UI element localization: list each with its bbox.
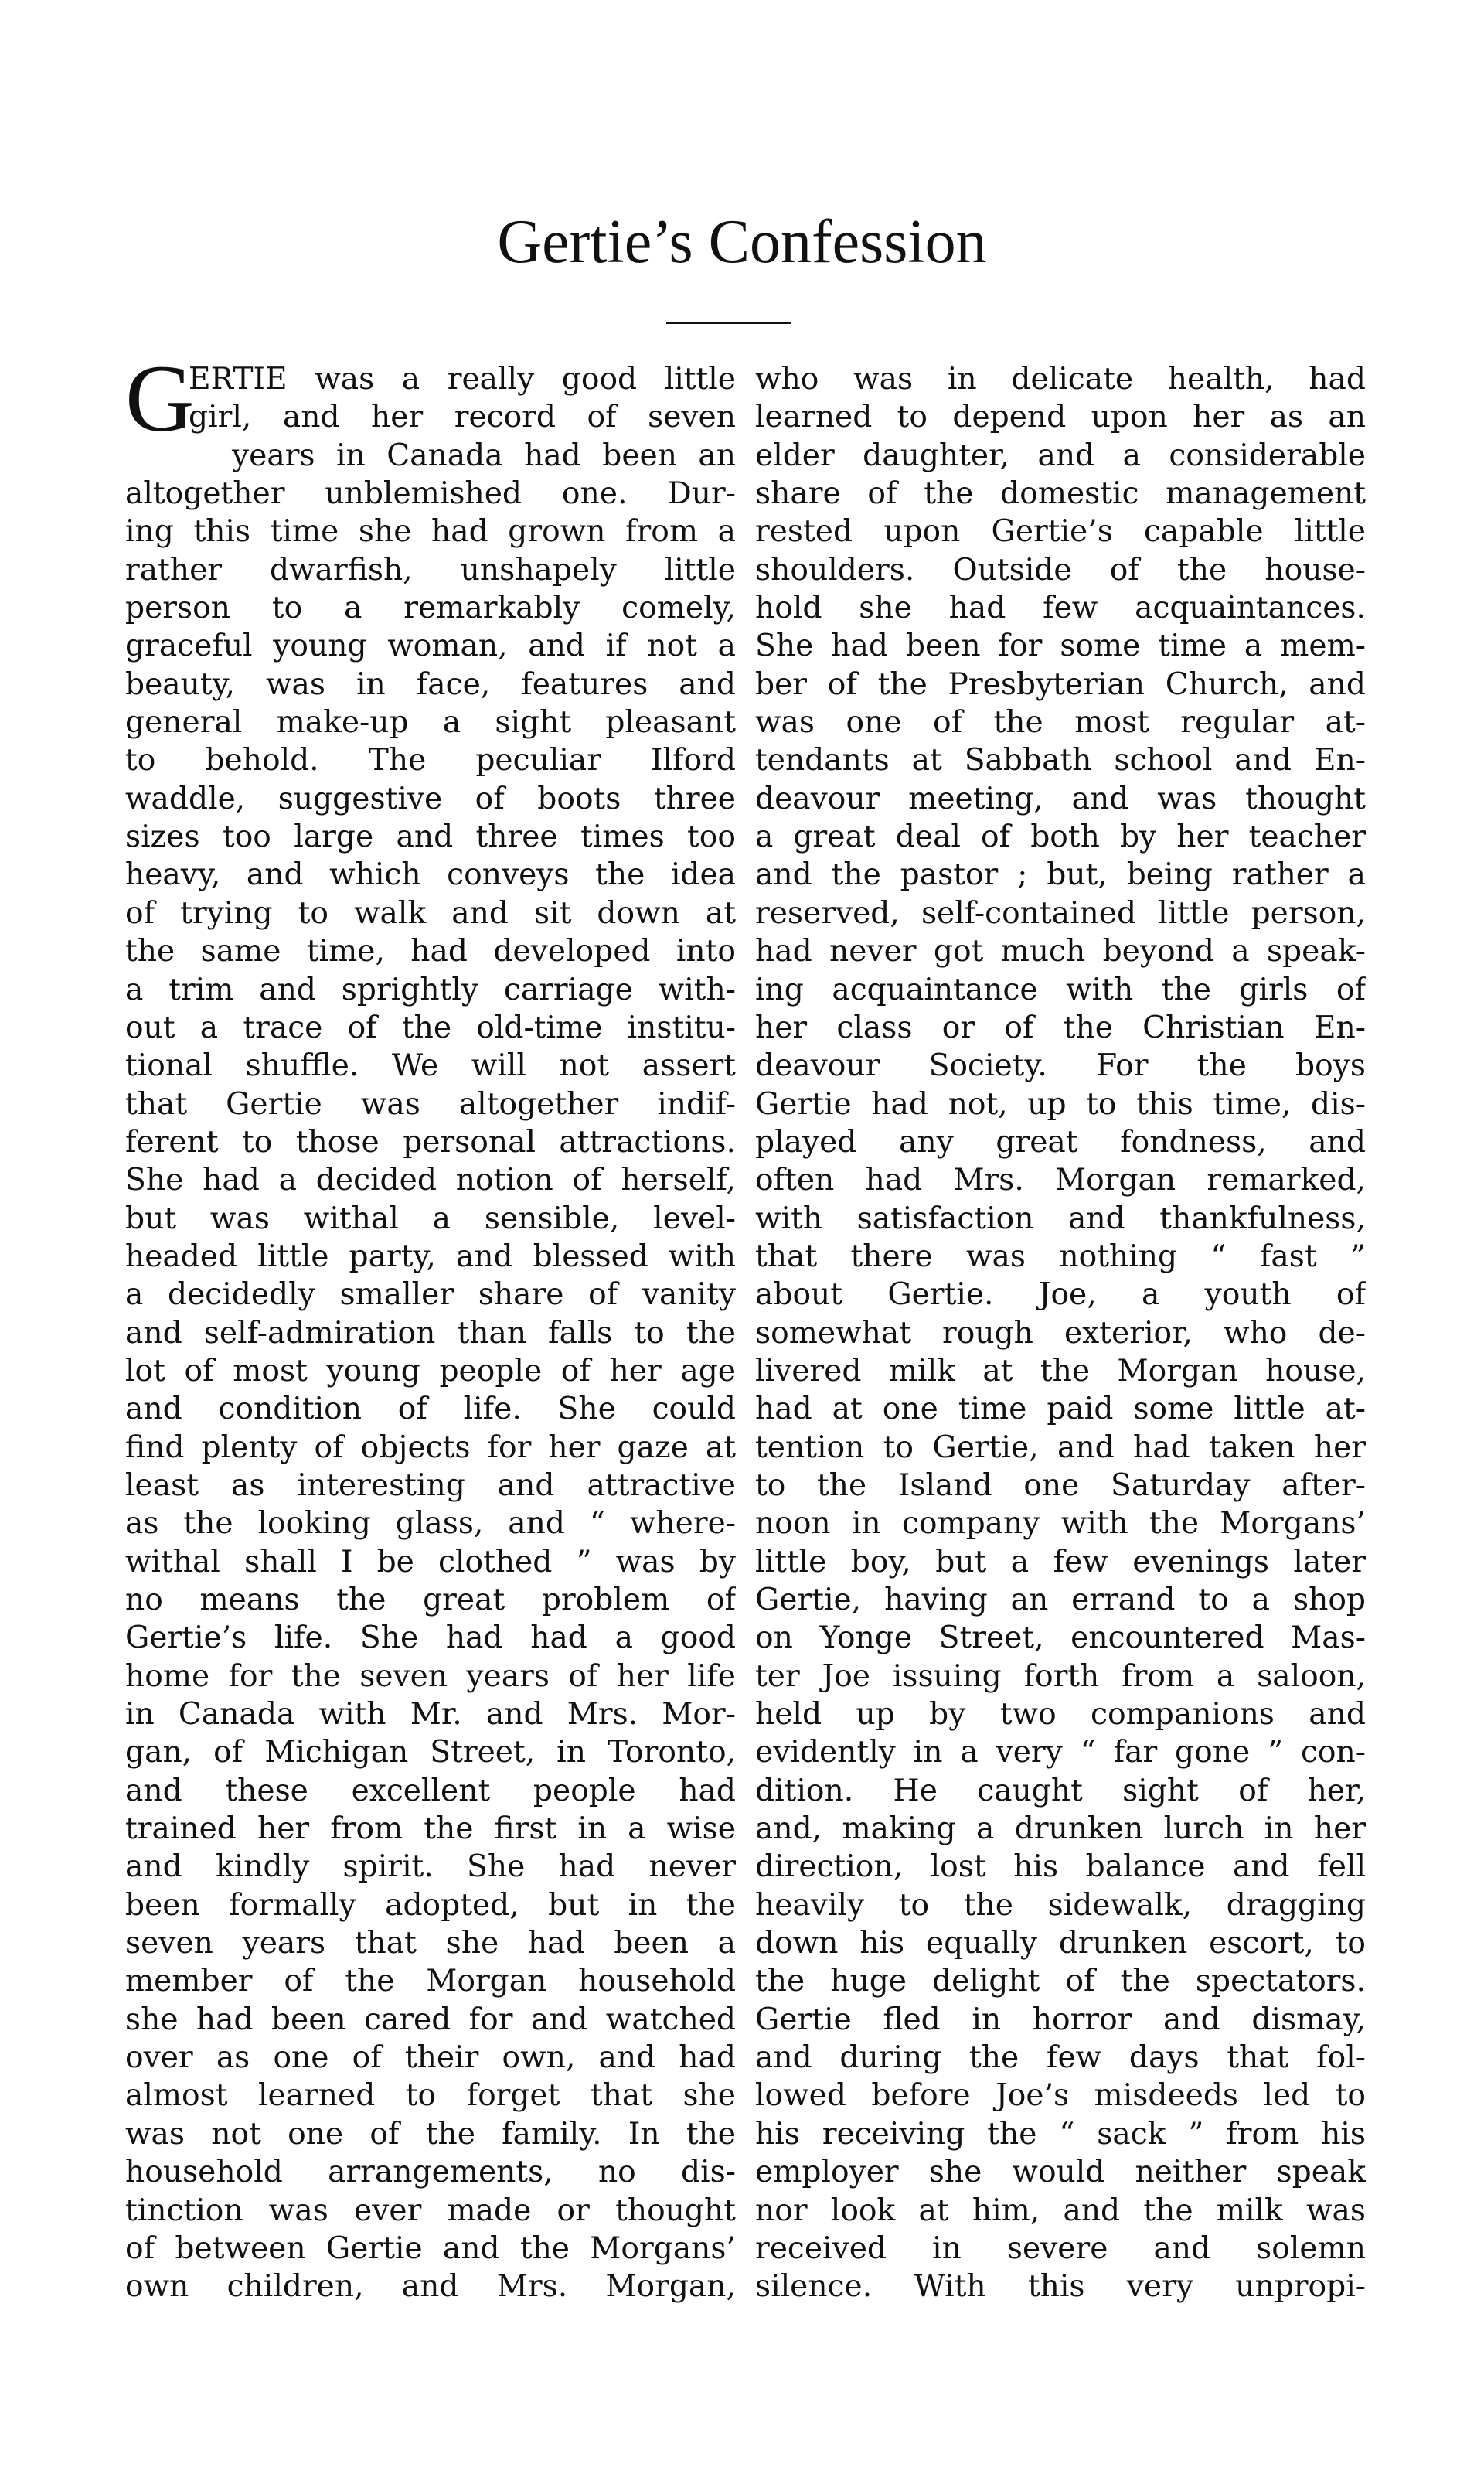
text-line: ber of the Presbyterian Church, and	[755, 666, 1366, 702]
right-column	[755, 360, 1366, 2306]
text-line: and, making a drunken lurch in her	[755, 1811, 1366, 1847]
text-line: household arrangements, no dis-	[125, 2155, 736, 2190]
text-line: She had been for some time a mem-	[755, 629, 1366, 664]
text-line: girl, and her record of seven	[189, 400, 736, 435]
text-line: tention to Gertie, and had taken her	[755, 1429, 1366, 1465]
text-line: ERTIE was a really good little	[189, 362, 736, 397]
text-line: received in severe and solemn	[755, 2230, 1366, 2266]
text-line: years in Canada had been an	[232, 438, 736, 473]
text-line: had at one time paid some little at-	[755, 1392, 1366, 1427]
text-line: in Canada with Mr. and Mrs. Mor-	[125, 1697, 736, 1733]
text-line: reserved, self-contained little person,	[755, 895, 1366, 931]
drop-cap: G	[125, 346, 195, 451]
text-line: waddle, suggestive of boots three	[125, 781, 736, 816]
text-line: on Yonge Street, encountered Mas-	[755, 1620, 1366, 1656]
text-line: and condition of life. She could	[125, 1392, 736, 1427]
text-line: of trying to walk and sit down at	[125, 895, 736, 931]
text-line: member of the Morgan household	[125, 1964, 736, 1999]
text-line: rested upon Gertie’s capable little	[755, 514, 1366, 550]
text-line: headed little party, and blessed with	[125, 1239, 736, 1274]
text-line: seven years that she had been a	[125, 1926, 736, 1961]
text-line: no means the great problem of	[125, 1583, 736, 1617]
text-line: silence. With this very unpropi-	[755, 2269, 1366, 2305]
text-line: heavy, and which conveys the idea	[125, 857, 736, 893]
text-line: Gertie, having an errand to a shop	[755, 1583, 1366, 1617]
text-line: person to a remarkably comely,	[125, 591, 736, 626]
text-line: to behold. The peculiar Ilford	[125, 743, 736, 779]
text-line: often had Mrs. Morgan remarked,	[755, 1163, 1366, 1198]
text-line: lowed before Joe’s misdeeds led to	[755, 2078, 1366, 2114]
text-line: shoulders. Outside of the house-	[755, 552, 1366, 588]
text-line: hold she had few acquaintances.	[755, 591, 1366, 626]
text-line: ing acquaintance with the girls of	[755, 972, 1366, 1007]
text-line: tinction was ever made or thought	[125, 2193, 736, 2228]
article-title: Gertie’s Confession	[497, 208, 987, 276]
text-line: heavily to the sidewalk, dragging	[755, 1887, 1366, 1923]
text-line: own children, and Mrs. Morgan,	[125, 2269, 736, 2305]
text-line: livered milk at the Morgan house,	[755, 1353, 1366, 1389]
text-line: little boy, but a few evenings later	[755, 1544, 1366, 1579]
text-line: Gertie fled in horror and dismay,	[755, 2002, 1366, 2037]
text-line: general make-up a sight pleasant	[125, 705, 736, 741]
text-line: down his equally drunken escort, to	[755, 1926, 1366, 1961]
text-line: rather dwarfish, unshapely little	[125, 552, 736, 588]
text-line: tional shuffle. We will not assert	[125, 1048, 736, 1084]
text-line: that Gertie was altogether indif-	[125, 1086, 736, 1122]
text-line: nor look at him, and the milk was	[755, 2193, 1366, 2228]
text-line: a great deal of both by her teacher	[755, 819, 1366, 855]
text-line: direction, lost his balance and fell	[755, 1849, 1366, 1885]
text-line: and these excellent people had	[125, 1773, 736, 1808]
text-line: share of the domestic management	[755, 476, 1366, 512]
text-line: withal shall I be clothed ” was by	[125, 1544, 736, 1579]
text-line: altogether unblemished one. Dur-	[125, 476, 736, 512]
text-line: who was in delicate health, had	[755, 362, 1366, 397]
text-line: graceful young woman, and if not a	[125, 629, 736, 664]
text-line: beauty, was in face, features and	[125, 666, 736, 702]
text-line: her class or of the Christian En-	[755, 1010, 1366, 1045]
text-line: ter Joe issuing forth from a saloon,	[755, 1658, 1366, 1694]
text-line: deavour Society. For the boys	[755, 1048, 1366, 1084]
text-line: dition. He caught sight of her,	[755, 1773, 1366, 1808]
text-line: the same time, had developed into	[125, 934, 736, 969]
text-line: that there was nothing “ fast ”	[755, 1239, 1366, 1274]
text-line: played any great fondness, and	[755, 1124, 1366, 1160]
text-line: almost learned to forget that she	[125, 2078, 736, 2114]
text-line: the huge delight of the spectators.	[755, 1964, 1366, 1999]
text-line: but was withal a sensible, level-	[125, 1201, 736, 1236]
text-line: she had been cared for and watched	[125, 2002, 736, 2037]
text-line: and kindly spirit. She had never	[125, 1849, 736, 1885]
text-line: of between Gertie and the Morgans’	[125, 2230, 736, 2266]
text-line: home for the seven years of her life	[125, 1658, 736, 1694]
text-line: and during the few days that fol-	[755, 2040, 1366, 2076]
left-column	[125, 346, 736, 2306]
text-line: his receiving the “ sack ” from his	[755, 2116, 1366, 2152]
text-line: learned to depend upon her as an	[755, 400, 1366, 435]
text-line: a decidedly smaller share of vanity	[125, 1277, 736, 1313]
text-line: been formally adopted, but in the	[125, 1887, 736, 1923]
text-line: was not one of the family. In the	[125, 2116, 736, 2152]
text-line: with satisfaction and thankfulness,	[755, 1201, 1366, 1236]
text-line: a trim and sprightly carriage with-	[125, 972, 736, 1007]
text-line: and the pastor ; but, being rather a	[755, 857, 1366, 893]
text-line: as the looking glass, and “ where-	[125, 1506, 736, 1542]
text-line: evidently in a very “ far gone ” con-	[755, 1735, 1366, 1770]
text-line: employer she would neither speak	[755, 2155, 1366, 2190]
text-line: somewhat rough exterior, who de-	[755, 1315, 1366, 1351]
text-line: about Gertie. Joe, a youth of	[755, 1277, 1366, 1313]
text-line: elder daughter, and a considerable	[755, 438, 1366, 473]
text-line: over as one of their own, and had	[125, 2040, 736, 2076]
title-divider	[666, 322, 791, 324]
text-line: to the Island one Saturday after-	[755, 1467, 1366, 1503]
text-line: and self-admiration than falls to the	[125, 1315, 736, 1351]
text-line: ferent to those personal attractions.	[125, 1124, 736, 1160]
text-line: held up by two companions and	[755, 1697, 1366, 1733]
text-line: Gertie’s life. She had had a good	[125, 1620, 736, 1656]
text-line: find plenty of objects for her gaze at	[125, 1429, 736, 1465]
text-line: Gertie had not, up to this time, dis-	[755, 1086, 1366, 1122]
text-line: ing this time she had grown from a	[125, 514, 736, 550]
text-line: tendants at Sabbath school and En-	[755, 743, 1366, 779]
text-line: She had a decided notion of herself,	[125, 1163, 736, 1198]
text-line: gan, of Michigan Street, in Toronto,	[125, 1735, 736, 1770]
text-line: sizes too large and three times too	[125, 819, 736, 855]
text-line: deavour meeting, and was thought	[755, 781, 1366, 816]
text-line: least as interesting and attractive	[125, 1467, 736, 1503]
text-line: noon in company with the Morgans’	[755, 1506, 1366, 1542]
text-line: lot of most young people of her age	[125, 1353, 736, 1389]
text-line: trained her from the first in a wise	[125, 1811, 736, 1847]
text-line: had never got much beyond a speak-	[755, 934, 1366, 969]
text-line: out a trace of the old-time institu-	[125, 1010, 736, 1045]
text-line: was one of the most regular at-	[755, 705, 1366, 741]
